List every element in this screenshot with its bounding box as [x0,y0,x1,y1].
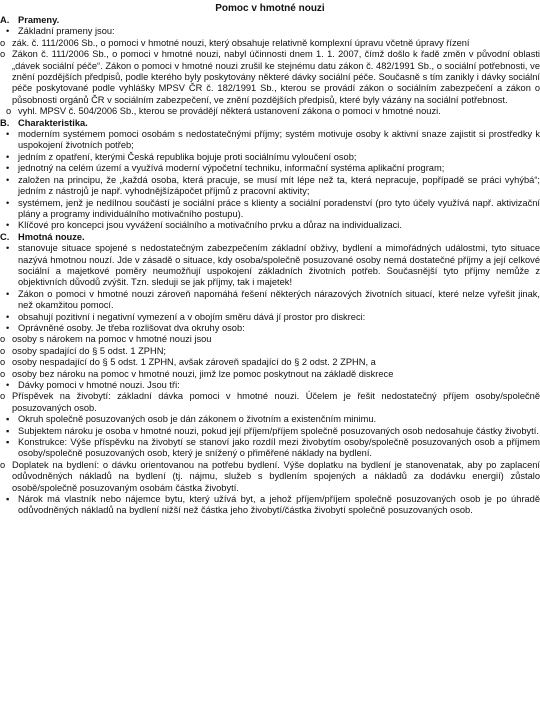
list-item-text: Subjektem nároku je osoba v hmotné nouzi, pokud její příjem/příjem společně posuzovaných osob nedosahuje částky živobytí. [18,425,539,436]
bullet-marker: • [6,197,10,208]
list-item-text: vyhl. MPSV č. 504/2006 Sb., kterou se provádějí některá ustanovení zákona o pomoci v hmotné nouzi. [18,106,441,117]
list-item [0,175,540,198]
list-item-text: Okruh společně posuzovaných osob je dán zákonem o životním a existenčním minimu. [18,414,377,425]
bullet-marker: o [0,459,6,470]
list-item-text: Základní prameny jsou: [18,26,115,37]
list-item-text: Klíčové pro koncepci jsou vyvážení sociálního a motivačního prvku a důraz na individualizaci. [18,220,402,231]
bullet-marker: o [0,345,6,356]
list-item [0,334,540,345]
bullet-marker: • [6,380,10,390]
list-item [0,494,540,517]
list-item-text: zák. č. 111/2006 Sb., o pomoci v hmotné nouzi, který obsahuje relativně komplexní úpravu včetně úpravy řízení [12,37,470,48]
bullet-marker: o [6,106,12,117]
list-item [0,152,540,163]
list-item-text: obsahují pozitivní i negativní vymezení a v obojím směru dává jí prostor pro diskreci: [18,311,366,322]
list-item-text: stanovuje situace spojené s nedostatečným zabezpečením základní obživy, bydlení a mimořádných událostmi, tyto situace nazývá hmotnou nouzí. Jde v zásadě o situace, kdy osoba/společně posuzované osoby nemá dostatečné příjmy a její celkové sociální a majetkové poměry neumožňují uspokojení základních životních potřeb. Současnější tyto příjmy nemůže z objektivních důvodů zvýšit. Tzn. sleduji se jak příjmy, tak i majetek! [18,243,540,288]
list-item-text: založen na principu, že „každá osoba, která pracuje, se musí mít lépe než ta, která nepracuje, popřípadě se práci vyhýbá“; jedním z nástrojů je např. vyhodnějšízápočet příjmů z pracovní aktivity; [18,174,540,197]
list-item-text: osoby spadající do § 5 odst. 1 ZPHN; [12,345,166,356]
list-item [0,49,540,106]
list-item-text: Nárok má vlastník nebo nájemce bytu, který užívá byt, a jehož příjem/příjem společně posuzovaných osob je po úhradě odůvodněných nákladů na bydlení nižší než částka jeho živobytí/částka živobytí společně posuzovaných osob. [18,494,540,516]
section-title: Prameny. [18,15,60,25]
list-item-text: Příspěvek na živobytí: základní dávka pomoci v hmotné nouzi. Účelem je řešit nedostatečný příjem osoby/společně posuzovaných osob. [12,391,540,413]
bullet-marker: • [6,322,10,333]
list-item [0,380,540,391]
list-item [0,426,540,437]
bullet-marker: ▪ [6,414,10,425]
list-item [0,369,540,380]
list-item-text: osoby bez nároku na pomoc v hmotné nouzi, jimž lze pomoc poskytnout na základě diskrece [12,368,394,379]
bullet-marker: o [0,37,6,48]
list-item [0,26,540,37]
bullet-marker: • [6,129,10,140]
bullet-marker: o [0,391,6,402]
list-item [0,460,540,494]
list-item [0,289,540,312]
section-number: B. [0,117,10,128]
list-item [0,323,540,334]
bullet-marker: ▪ [6,425,10,436]
list-item-text: Oprávněné osoby. Je třeba rozlišovat dva okruhy osob: [18,322,245,333]
document-title: Pomoc v hmotné nouzi [215,3,325,14]
list-item-text: systémem, jenž je nedílnou součástí je sociální práce s klienty a sociální poradenství (pro tyto účely využívá např. aktivizační plány a programy individuálního motivačního postupu). [18,197,540,219]
list-item [0,437,540,460]
list-item [0,129,540,152]
list-item [0,357,540,368]
list-item-text: Dávky pomoci v hmotné nouzi. Jsou tři: [18,380,180,390]
bullet-marker: ▪ [6,437,10,448]
bullet-marker: • [6,288,10,299]
list-item-text: Zákon č. 111/2006 Sb., o pomoci v hmotné nouzi, nabyl účinnosti dnem 1. 1. 2007, čímž došlo k řadě změn v původní oblasti „dávek sociální péče“. Zákon o pomoci v hmotné nouzi zrušil ke stejnému datu zákon č. 482/1991 Sb., o sociální potřebnosti, ve znění pozdějších předpisů, podle kterého byly poskytovány některé dávky sociální péče. Současně s tím zanikly i dávky sociální péče poskytované podle vyhlášky MPSV ČR č. 182/1991 Sb., kterou se provádí zákon o sociálním zabezpečení a zákon o působnosti orgánů ČR v sociálním zabezpečení, ve znění pozdějších předpisů, které byly vázány na sociální potřebnost. [12,49,540,105]
section-number: C. [0,231,10,242]
bullet-marker: • [6,151,10,162]
section-title: Charakteristika. [18,117,88,128]
bullet-marker: o [0,357,6,368]
list-item-text: jednotný na celém území a využívá moderní výpočetní techniku, informační systéma aplikační program; [18,163,445,174]
bullet-marker: o [0,49,6,60]
list-item-text: moderním systémem pomoci osobám s nedostatečnými příjmy; systém motivuje osoby k aktivní snaze zajistit si prostředky k uspokojení životních potřeb; [18,129,540,151]
bullet-marker: • [6,311,10,322]
list-item [0,414,540,425]
list-item [0,220,540,231]
section-number: A. [0,15,10,25]
bullet-marker: • [6,174,10,185]
list-item [0,38,540,49]
bullet-marker: o [0,368,6,379]
bullet-marker: ▪ [6,494,10,505]
list-item-text: jedním z opatření, kterými Česká republika bojuje proti sociálnímu vyloučení osob; [18,151,357,162]
bullet-marker: o [0,334,6,345]
section-title: Hmotná nouze. [18,231,85,242]
list-item [0,346,540,357]
list-item [0,312,540,323]
list-item-text: osoby s nárokem na pomoc v hmotné nouzi jsou [12,334,212,345]
list-item-text: Zákon o pomoci v hmotné nouzi zároveň napomáhá řešení některých nárazových životních situací, které nelze vyřešit jinak, než okamžitou pomocí. [18,288,540,311]
bullet-marker: • [6,26,10,37]
bullet-marker: • [6,163,10,174]
list-item [0,243,540,289]
list-item [0,106,540,117]
bullet-marker: • [6,243,10,254]
list-item-text: Konstrukce: Výše příspěvku na živobytí se stanoví jako rozdíl mezi živobytím osoby/společně posuzovaných osob a příjmem osoby/společně posuzovaných osob, který je snížený o přiměřené náklady na bydlení. [18,437,540,459]
bullet-marker: • [6,220,10,231]
list-item-text: Doplatek na bydlení: o dávku orientovanou na potřebu bydlení. Výše doplatku na bydlení je stanovenatak, aby po zaplacení odůvodněných nákladů na bydlení (tj. nájmu, služeb s bydlením spojených a nákladů za dodávku energií) zůstalo osobě/společně posuzovaným osobám částka živobytí. [12,459,540,493]
section-heading-b [0,118,540,129]
section-heading-a [0,15,540,26]
list-item [0,198,540,221]
list-item [0,391,540,414]
list-item-text: osoby nespadající do § 5 odst. 1 ZPHN, avšak zároveň spadající do § 2 odst. 2 ZPHN, a [12,357,376,368]
list-item [0,163,540,174]
section-heading-c [0,232,540,243]
